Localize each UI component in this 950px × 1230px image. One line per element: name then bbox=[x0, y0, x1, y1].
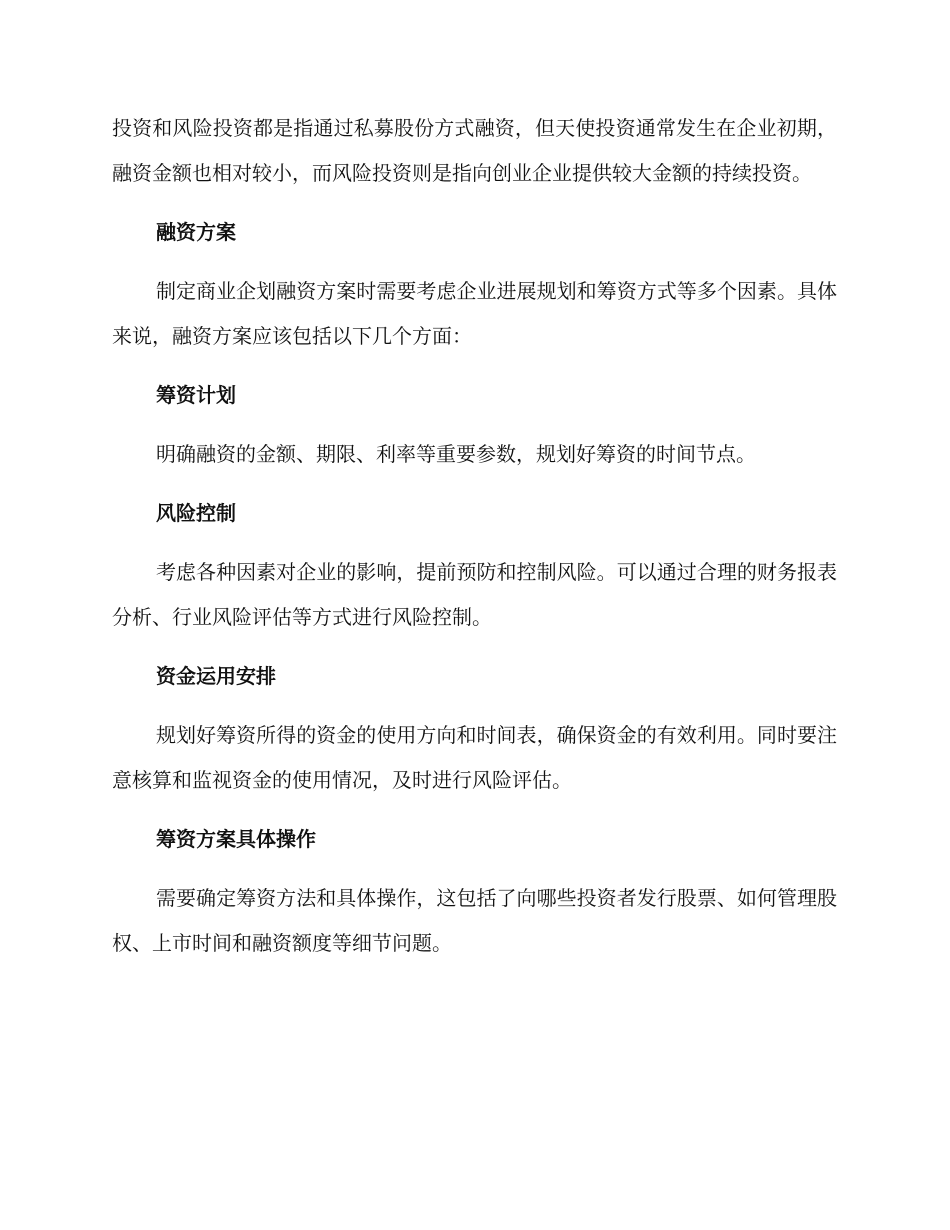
paragraph-fund-allocation: 规划好筹资所得的资金的使用方向和时间表，确保资金的有效利用。同时要注意核算和监视资金的使用情况，及时进行风险评估。 bbox=[112, 723, 837, 792]
heading-fundraising-plan: 筹资计划 bbox=[156, 383, 236, 407]
paragraph-risk-control: 考虑各种因素对企业的影响，提前预防和控制风险。可以通过合理的财务报表分析、行业风险评估等方式进行风险控制。 bbox=[112, 560, 837, 629]
paragraph-financing-plan: 制定商业企划融资方案时需要考虑企业进展规划和筹资方式等多个因素。具体来说，融资方案应该包括以下几个方面： bbox=[112, 279, 837, 348]
heading-fund-allocation: 资金运用安排 bbox=[156, 664, 276, 688]
heading-fundraising-operation: 筹资方案具体操作 bbox=[156, 827, 316, 851]
heading-financing-plan: 融资方案 bbox=[156, 220, 236, 244]
paragraph-intro-continuation: 投资和风险投资都是指通过私募股份方式融资，但天使投资通常发生在企业初期，融资金额也相对较小，而风险投资则是指向创业企业提供较大金额的持续投资。 bbox=[112, 116, 837, 185]
document-body bbox=[112, 106, 837, 980]
paragraph-fundraising-operation: 需要确定筹资方法和具体操作，这包括了向哪些投资者发行股票、如何管理股权、上市时间和融资额度等细节问题。 bbox=[112, 886, 837, 955]
heading-risk-control: 风险控制 bbox=[156, 501, 236, 525]
paragraph-fundraising-plan: 明确融资的金额、期限、利率等重要参数，规划好筹资的时间节点。 bbox=[156, 442, 756, 466]
